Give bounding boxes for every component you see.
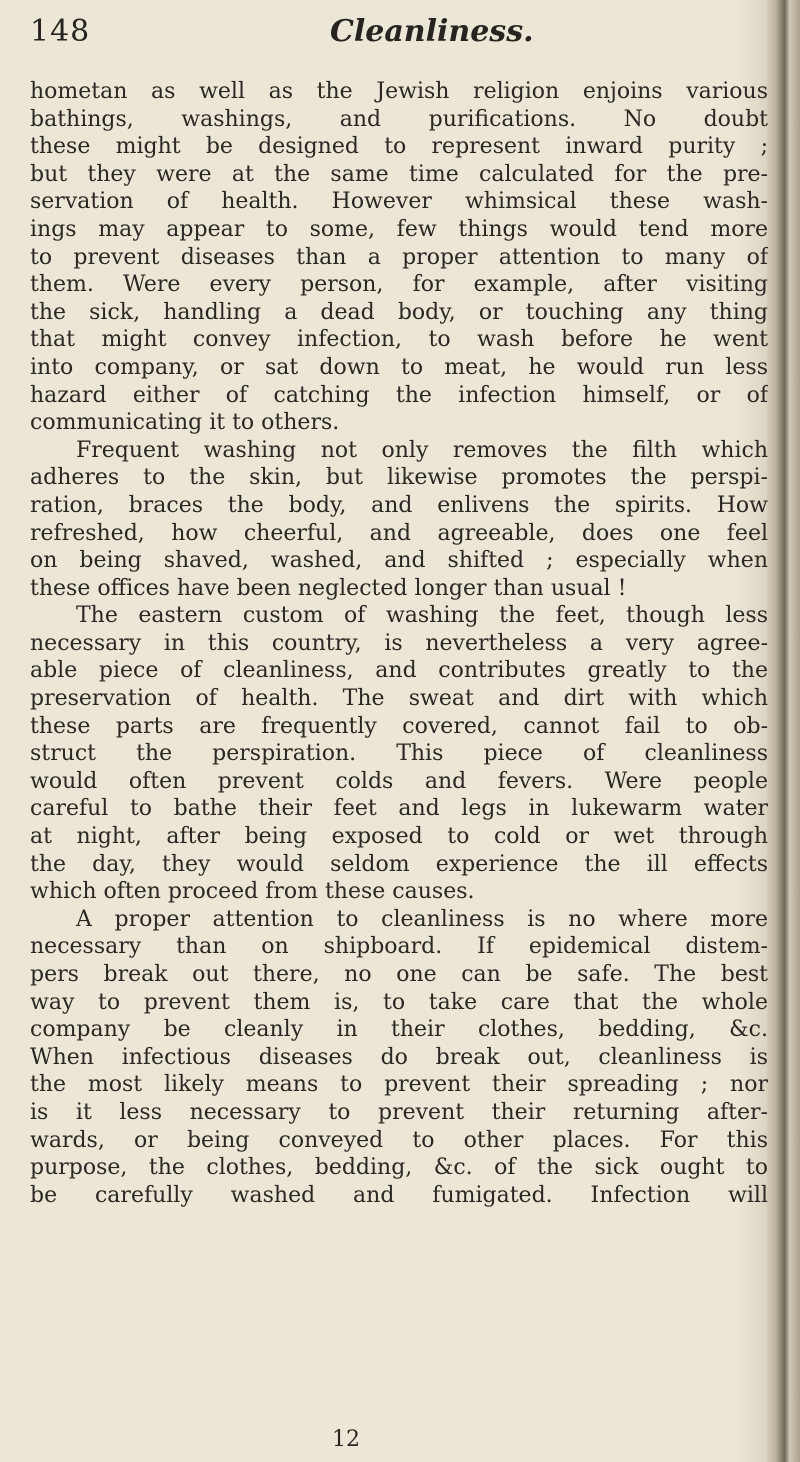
text-line: way to prevent them is, to take care that the whole (30, 989, 768, 1015)
text-line: the day, they would seldom experience the ill effects (30, 851, 768, 877)
text-line: refreshed, how cheerful, and agreeable, does one feel (30, 520, 768, 546)
text-line: these parts are frequently covered, cannot fail to ob- (30, 713, 768, 739)
text-line: to prevent diseases than a proper attention to many of (30, 244, 768, 270)
text-line: into company, or sat down to meat, he would run less (30, 354, 768, 380)
text-line: purpose, the clothes, bedding, &c. of the sick ought to (30, 1155, 768, 1181)
text-line: servation of health. However whimsical these wash- (30, 189, 768, 215)
text-line: pers break out there, no one can be safe. The best (30, 962, 768, 987)
text-line: would often prevent colds and fevers. Were people (30, 768, 768, 794)
text-line: struct the perspiration. This piece of cleanliness (30, 741, 768, 767)
paragraph-end-line: which often proceed from these causes. (30, 879, 475, 905)
text-line: wards, or being conveyed to other places. For this (30, 1127, 768, 1153)
text-line: careful to bathe their feet and legs in lukewarm water (30, 796, 768, 822)
text-line: bathings, washings, and purifications. No doubt (30, 106, 768, 132)
text-line: is it less necessary to prevent their returning after- (30, 1099, 768, 1125)
text-line: When infectious diseases do break out, cleanliness is (30, 1044, 768, 1070)
page-header (30, 10, 750, 58)
text-line: hometan as well as the Jewish religion enjoins various (30, 79, 768, 104)
text-line: necessary in this country, is nevertheless a very agree- (30, 630, 768, 656)
text-line: necessary than on shipboard. If epidemical distem- (30, 934, 768, 960)
text-line: hazard either of catching the infection himself, or of (30, 382, 768, 408)
text-line: the sick, handling a dead body, or touching any thing (30, 299, 768, 325)
text-line: ration, braces the body, and enlivens the spirits. How (30, 492, 768, 518)
text-line: ings may appear to some, few things would tend more (30, 216, 768, 242)
text-line: these might be designed to represent inward purity ; (30, 134, 768, 160)
text-line: them. Were every person, for example, after visiting (30, 272, 768, 298)
signature-mark: 12 (332, 1427, 360, 1452)
body-text (30, 78, 768, 1209)
paragraph-start-line: The eastern custom of washing the feet, though less (76, 603, 768, 629)
paragraph-start-line: A proper attention to cleanliness is no where more (76, 906, 768, 932)
running-title: Cleanliness. (330, 14, 534, 49)
paragraph-start-line: Frequent washing not only removes the filth which (76, 437, 768, 463)
text-line: that might convey infection, to wash before he went (30, 327, 768, 353)
text-line: on being shaved, washed, and shifted ; especially when (30, 548, 768, 574)
paragraph-end-line: communicating it to others. (30, 410, 340, 436)
text-line: the most likely means to prevent their spreading ; nor (30, 1072, 768, 1098)
paragraph-end-line: these offices have been neglected longer than usual ! (30, 575, 627, 601)
page-number: 148 (30, 14, 91, 49)
text-line: company be cleanly in their clothes, bedding, &c. (30, 1017, 768, 1043)
page-binding-edge (766, 0, 800, 1462)
text-line: adheres to the skin, but likewise promotes the perspi- (30, 465, 768, 491)
text-line: able piece of cleanliness, and contributes greatly to the (30, 658, 768, 684)
text-line: but they were at the same time calculated for the pre- (30, 161, 768, 187)
text-line: at night, after being exposed to cold or wet through (30, 824, 768, 850)
text-line: be carefully washed and fumigated. Infection will (30, 1182, 768, 1208)
text-line: preservation of health. The sweat and dirt with which (30, 686, 768, 712)
